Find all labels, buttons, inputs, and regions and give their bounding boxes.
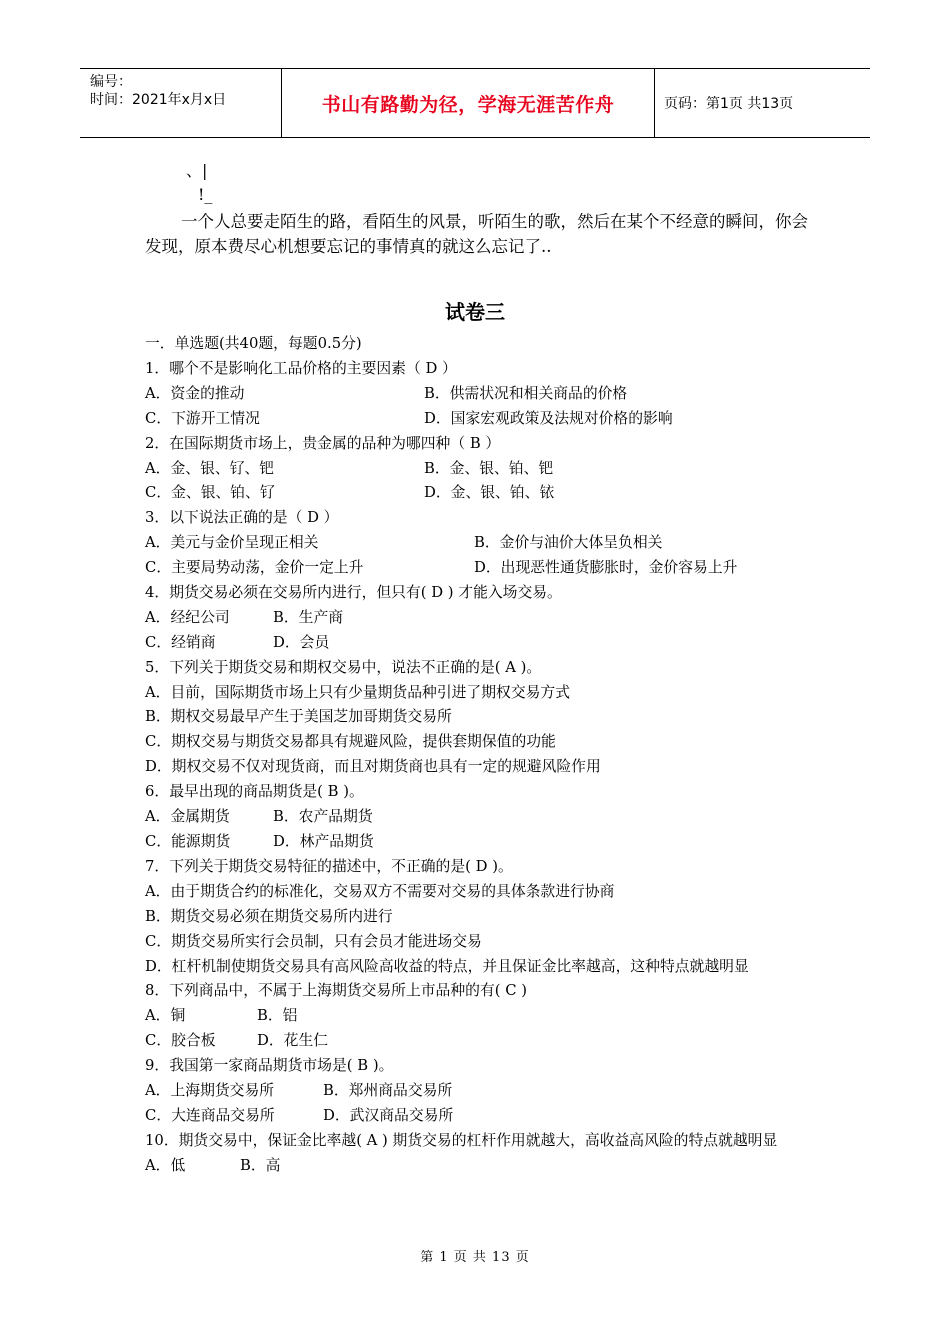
option-b: B．期货交易必须在期货交易所内进行 bbox=[145, 907, 393, 925]
options-row bbox=[145, 1004, 810, 1029]
option-c: C．能源期货 bbox=[145, 832, 231, 850]
section-heading: 一．单选题(共40题，每题0.5分) bbox=[145, 335, 362, 352]
option-c: C．下游开工情况 bbox=[145, 409, 260, 427]
option-b: B．供需状况和相关商品的价格 bbox=[424, 384, 628, 402]
page-info: 页码：第1页 共13页 bbox=[664, 96, 794, 112]
top-mark-2: !_ bbox=[198, 185, 213, 204]
question-3: 3．以下说法正确的是（ D ） bbox=[145, 509, 339, 527]
option-b: B．金价与油价大体呈负相关 bbox=[474, 534, 663, 552]
option-d: D．期权交易不仅对现货商，而且对期货商也具有一定的规避风险作用 bbox=[145, 758, 601, 776]
options-row bbox=[145, 1154, 810, 1179]
options-row bbox=[145, 631, 810, 656]
page-footer: 第 1 页 共 13 页 bbox=[420, 1250, 530, 1265]
header-right-cell bbox=[655, 69, 870, 137]
option-d: D．出现恶性通货膨胀时，金价容易上升 bbox=[474, 559, 738, 577]
option-b: B．生产商 bbox=[273, 608, 344, 626]
question-10: 10．期货交易中，保证金比率越( A ) 期货交易的杠杆作用就越大，高收益高风险的特点就越明显 bbox=[145, 1131, 778, 1149]
header-table bbox=[80, 68, 870, 138]
option-a: A．上海期货交易所 bbox=[145, 1082, 275, 1099]
options-row bbox=[145, 1104, 810, 1129]
option-b: B．金、银、铂、钯 bbox=[424, 459, 554, 477]
options-row bbox=[145, 606, 810, 631]
options-row bbox=[145, 805, 810, 830]
option-c: C．胶合板 bbox=[145, 1032, 216, 1050]
option-a: A．由于期货合约的标准化，交易双方不需要对交易的具体条款进行协商 bbox=[145, 882, 615, 900]
option-d: D．杠杆机制使期货交易具有高风险高收益的特点，并且保证金比率越高，这种特点就越明显 bbox=[145, 957, 749, 975]
header-left-cell bbox=[80, 69, 282, 137]
option-a: A．资金的推动 bbox=[145, 384, 245, 402]
option-c: C．经销商 bbox=[145, 633, 216, 651]
option-c: C．期权交易与期货交易都具有规避风险，提供套期保值的功能 bbox=[145, 733, 556, 751]
question-list bbox=[145, 332, 810, 1179]
option-a: A．金、银、钌、钯 bbox=[145, 459, 275, 477]
option-b: B．农产品期货 bbox=[273, 808, 373, 826]
top-mark-1: 、| bbox=[186, 161, 208, 180]
date-label: 时间：2021年x月x日 bbox=[90, 92, 227, 108]
option-a: A．金属期货 bbox=[145, 808, 230, 826]
option-d: D．国家宏观政策及法规对价格的影响 bbox=[424, 409, 673, 427]
option-d: D．林产品期货 bbox=[273, 832, 374, 850]
options-row bbox=[145, 1079, 810, 1104]
question-2: 2．在国际期货市场上，贵金属的品种为哪四种（ B ） bbox=[145, 434, 501, 452]
option-b: B．铝 bbox=[257, 1007, 298, 1025]
header-center-cell bbox=[282, 69, 655, 137]
option-c: C．金、银、铂、钌 bbox=[145, 484, 275, 502]
question-4: 4．期货交易必须在交易所内进行，但只有( D ) 才能入场交易。 bbox=[145, 583, 562, 601]
option-d: D．花生仁 bbox=[257, 1032, 329, 1050]
option-a: A．铜 bbox=[145, 1007, 186, 1025]
options-row bbox=[145, 1029, 810, 1054]
option-a: A．经纪公司 bbox=[145, 608, 230, 626]
option-b: B．郑州商品交易所 bbox=[323, 1082, 453, 1099]
options-row bbox=[145, 531, 810, 556]
option-c: C．主要局势动荡，金价一定上升 bbox=[145, 559, 364, 577]
option-d: D．武汉商品交易所 bbox=[323, 1106, 454, 1124]
option-c: C．大连商品交易所 bbox=[145, 1106, 275, 1124]
option-b: B．高 bbox=[240, 1156, 281, 1174]
question-1: 1．哪个不是影响化工品价格的主要因素（ D ） bbox=[145, 359, 457, 377]
page-title: 试卷三 bbox=[445, 300, 505, 324]
question-9: 9．我国第一家商品期货市场是( B )。 bbox=[145, 1057, 394, 1075]
motto: 书山有路勤为径，学海无涯苦作舟 bbox=[321, 93, 615, 116]
intro-paragraph: 一个人总要走陌生的路，看陌生的风景，听陌生的歌，然后在某个不经意的瞬间，你会发现，原本费尽心机想要忘记的事情真的就这么忘记了.. bbox=[145, 212, 808, 256]
option-b: B．期权交易最早产生于美国芝加哥期货交易所 bbox=[145, 708, 452, 726]
options-row bbox=[145, 481, 810, 506]
options-row bbox=[145, 382, 810, 407]
option-a: A．美元与金价呈现正相关 bbox=[145, 534, 319, 552]
question-8: 8．下列商品中，不属于上海期货交易所上市品种的有( C ) bbox=[145, 982, 528, 1000]
options-row bbox=[145, 407, 810, 432]
question-5: 5．下列关于期货交易和期权交易中，说法不正确的是( A )。 bbox=[145, 658, 542, 676]
code-label: 编号： bbox=[90, 74, 132, 90]
option-d: D．会员 bbox=[273, 633, 330, 651]
question-7: 7．下列关于期货交易特征的描述中，不正确的是( D )。 bbox=[145, 857, 513, 875]
option-c: C．期货交易所实行会员制，只有会员才能进场交易 bbox=[145, 932, 482, 950]
options-row bbox=[145, 457, 810, 482]
question-6: 6．最早出现的商品期货是( B )。 bbox=[145, 783, 364, 801]
option-a: A．低 bbox=[145, 1156, 186, 1174]
options-row bbox=[145, 830, 810, 855]
option-a: A．目前，国际期货市场上只有少量期货品种引进了期权交易方式 bbox=[145, 683, 571, 701]
option-d: D．金、银、铂、铱 bbox=[424, 484, 555, 502]
options-row bbox=[145, 556, 810, 581]
